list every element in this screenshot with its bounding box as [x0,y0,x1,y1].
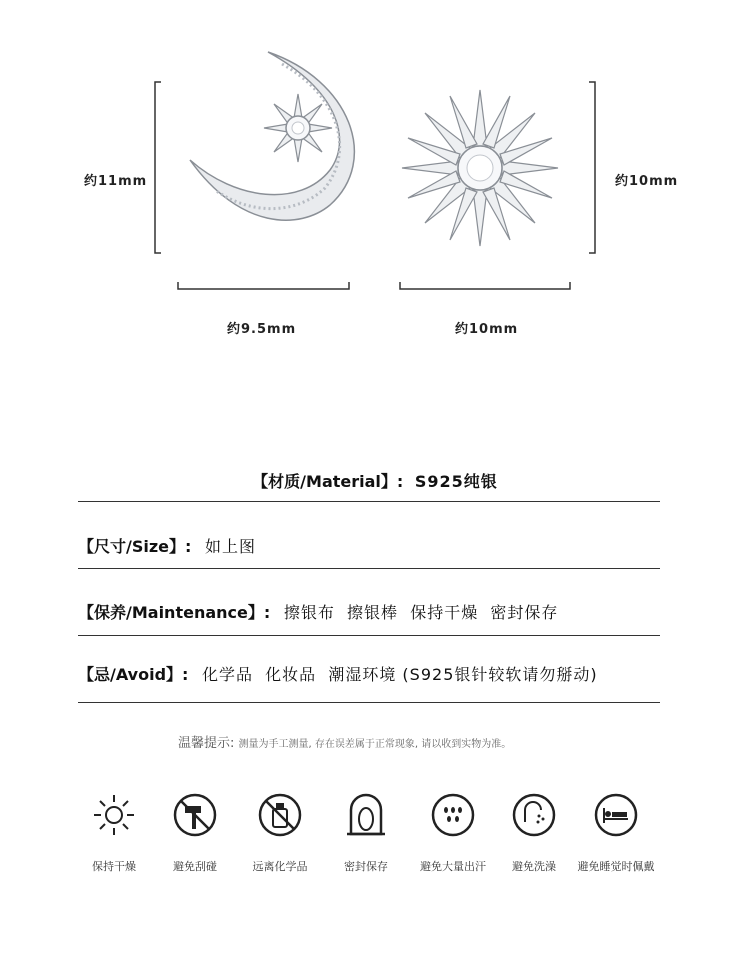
care-item [573,792,659,874]
moon-height-label: 约11mm [84,174,148,189]
spec-avoid [78,662,598,685]
material-label: 【材质/Material】: [252,472,404,491]
sun-earring [402,90,558,246]
care-label: 密封保存 [344,860,388,873]
divider [78,702,660,703]
care-item [323,792,409,874]
sun-height-label: 约10mm [615,174,679,189]
shower-icon [511,792,557,838]
seal-icon [343,792,389,838]
care-item [410,792,496,874]
care-item [71,792,157,874]
moon-earring [190,52,354,220]
moon-width-label: 约9.5mm [227,322,297,337]
care-item [237,792,323,874]
care-item [491,792,577,874]
tip-text: 测量为手工测量, 存在误差属于正常现象, 请以收到实物为准。 [238,739,512,750]
divider [78,635,660,636]
maintenance-label: 【保养/Maintenance】: [78,603,271,622]
care-label: 远离化学品 [252,860,308,873]
size-value: 如上图 [205,537,257,556]
tip [178,732,511,751]
sun-icon [91,792,137,838]
avoid-value: 化学品 化妆品 潮湿环境 (S925银针较软请勿掰动) [202,665,598,684]
spec-material [0,469,750,492]
care-label: 保持干燥 [92,860,136,873]
spec-size [78,534,256,557]
divider [78,568,660,569]
avoid-label: 【忌/Avoid】: [78,665,189,684]
care-label: 避免洗澡 [512,860,556,873]
bed-icon [593,792,639,838]
no-hammer-icon [172,792,218,838]
maintenance-value: 擦银布 擦银棒 保持干燥 密封保存 [283,603,559,622]
material-value: S925纯银 [414,472,498,491]
divider [78,501,660,502]
care-item [152,792,238,874]
care-label: 避免刮碰 [173,860,217,873]
tip-title: 温馨提示: [178,736,235,751]
care-label: 避免睡觉时佩戴 [577,860,655,873]
product-illustration [0,40,750,340]
size-label: 【尺寸/Size】: [78,537,192,556]
no-chemical-icon [257,792,303,838]
earrings-drawing [0,40,750,340]
spec-maintenance [78,600,558,623]
sweat-icon [430,792,476,838]
sun-width-label: 约10mm [455,322,519,337]
care-label: 避免大量出汗 [420,860,486,873]
